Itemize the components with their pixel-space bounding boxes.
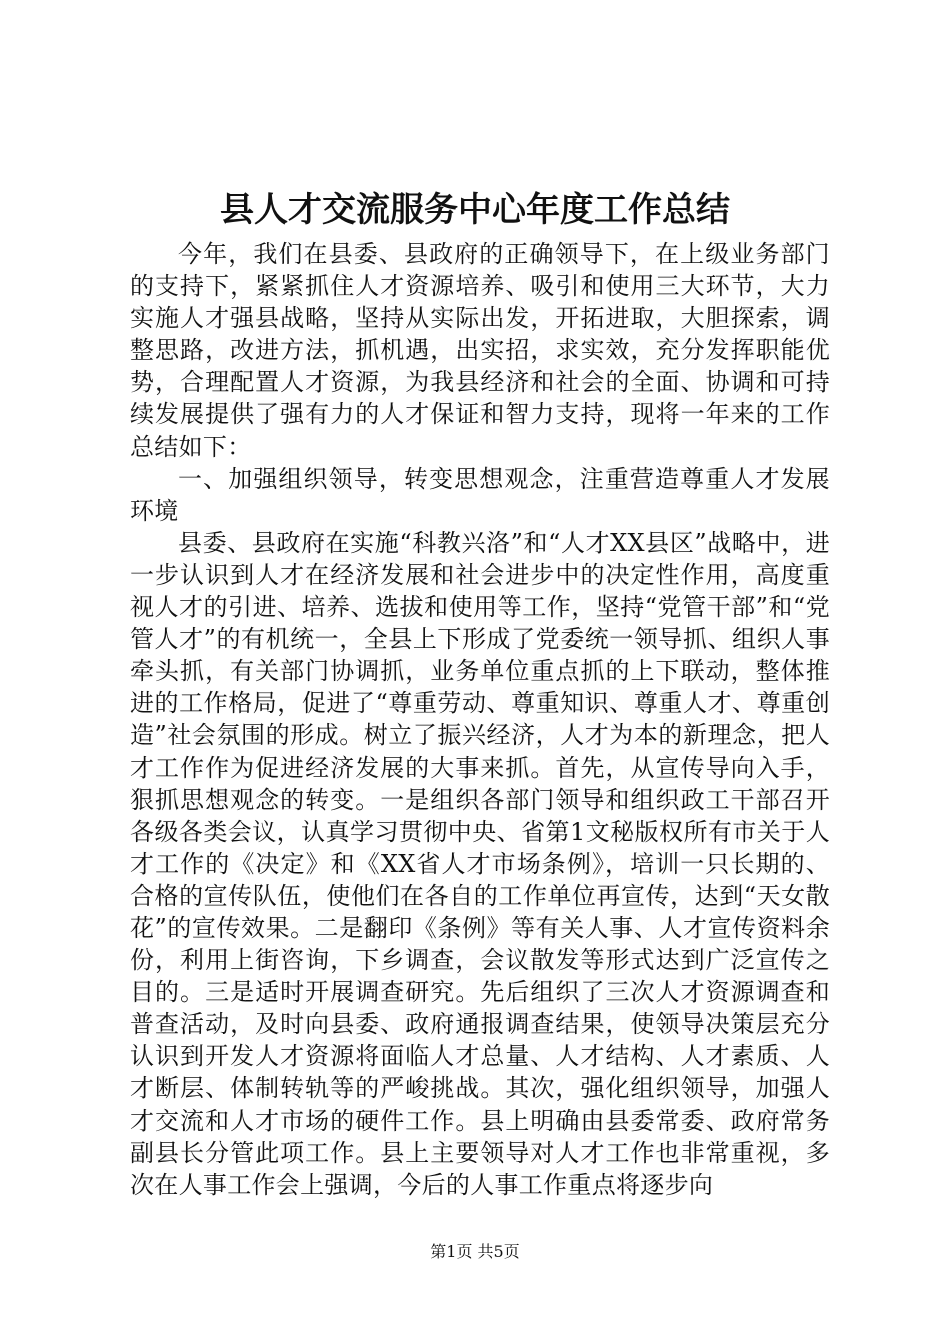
page-footer: 第1页 共5页: [430, 1242, 520, 1261]
section-heading: 一、加强组织领导，转变思想观念，注重营造尊重人才发展环境: [130, 464, 830, 525]
body-paragraph: 县委、县政府在实施“科教兴洛”和“人才XX县区”战略中，进一步认识到人才在经济发展和社会进步中的决定性作用，高度重视人才的引进、培养、选拔和使用等工作，坚持“党管干部”和“党管人才”的有机统一，全县上下形成了党委统一领导抓、组织人事牵头抓，有关部门协调抓，业务单位重点抓的上下联动，整体推进的工作格局，促进了“尊重劳动、尊重知识、尊重人才、尊重创造”社会氛围的形成。树立了振兴经济，人才为本的新理念，把人才工作作为促进经济发展的大事来抓。首先，从宣传导向入手，狠抓思想观念的转变。一是组织各部门领导和组织政工干部召开各级各类会议，认真学习贯彻中央、省第1文秘版权所有市关于人才工作的《决定》和《XX省人才市场条例》，培训一只长期的、合格的宣传队伍，使他们在各自的工作单位再宣传，达到“天女散花”的宣传效果。二是翻印《条例》等有关人事、人才宣传资料余份，利用上街咨询，下乡调查，会议散发等形式达到广泛宣传之目的。三是适时开展调查研究。先后组织了三次人才资源调查和普查活动，及时向县委、政府通报调查结果，使领导决策层充分认识到开发人才资源将面临人才总量、人才结构、人才素质、人才断层、体制转轨等的严峻挑战。其次，强化组织领导，加强人才交流和人才市场的硬件工作。县上明确由县委常委、政府常务副县长分管此项工作。县上主要领导对人才工作也非常重视，多次在人事工作会上强调，今后的人事工作重点将逐步向: [130, 528, 830, 1199]
document-title: 县人才交流服务中心年度工作总结: [220, 190, 730, 230]
intro-paragraph: 今年，我们在县委、县政府的正确领导下，在上级业务部门的支持下，紧紧抓住人才资源培养、吸引和使用三大环节，大力实施人才强县战略，坚持从实际出发，开拓进取，大胆探索，调整思路，改进方法，抓机遇，出实招，求实效，充分发挥职能优势，合理配置人才资源，为我县经济和社会的全面、协调和可持续发展提供了强有力的人才保证和智力支持，现将一年来的工作总结如下：: [130, 240, 830, 461]
document-body: [130, 238, 830, 1201]
